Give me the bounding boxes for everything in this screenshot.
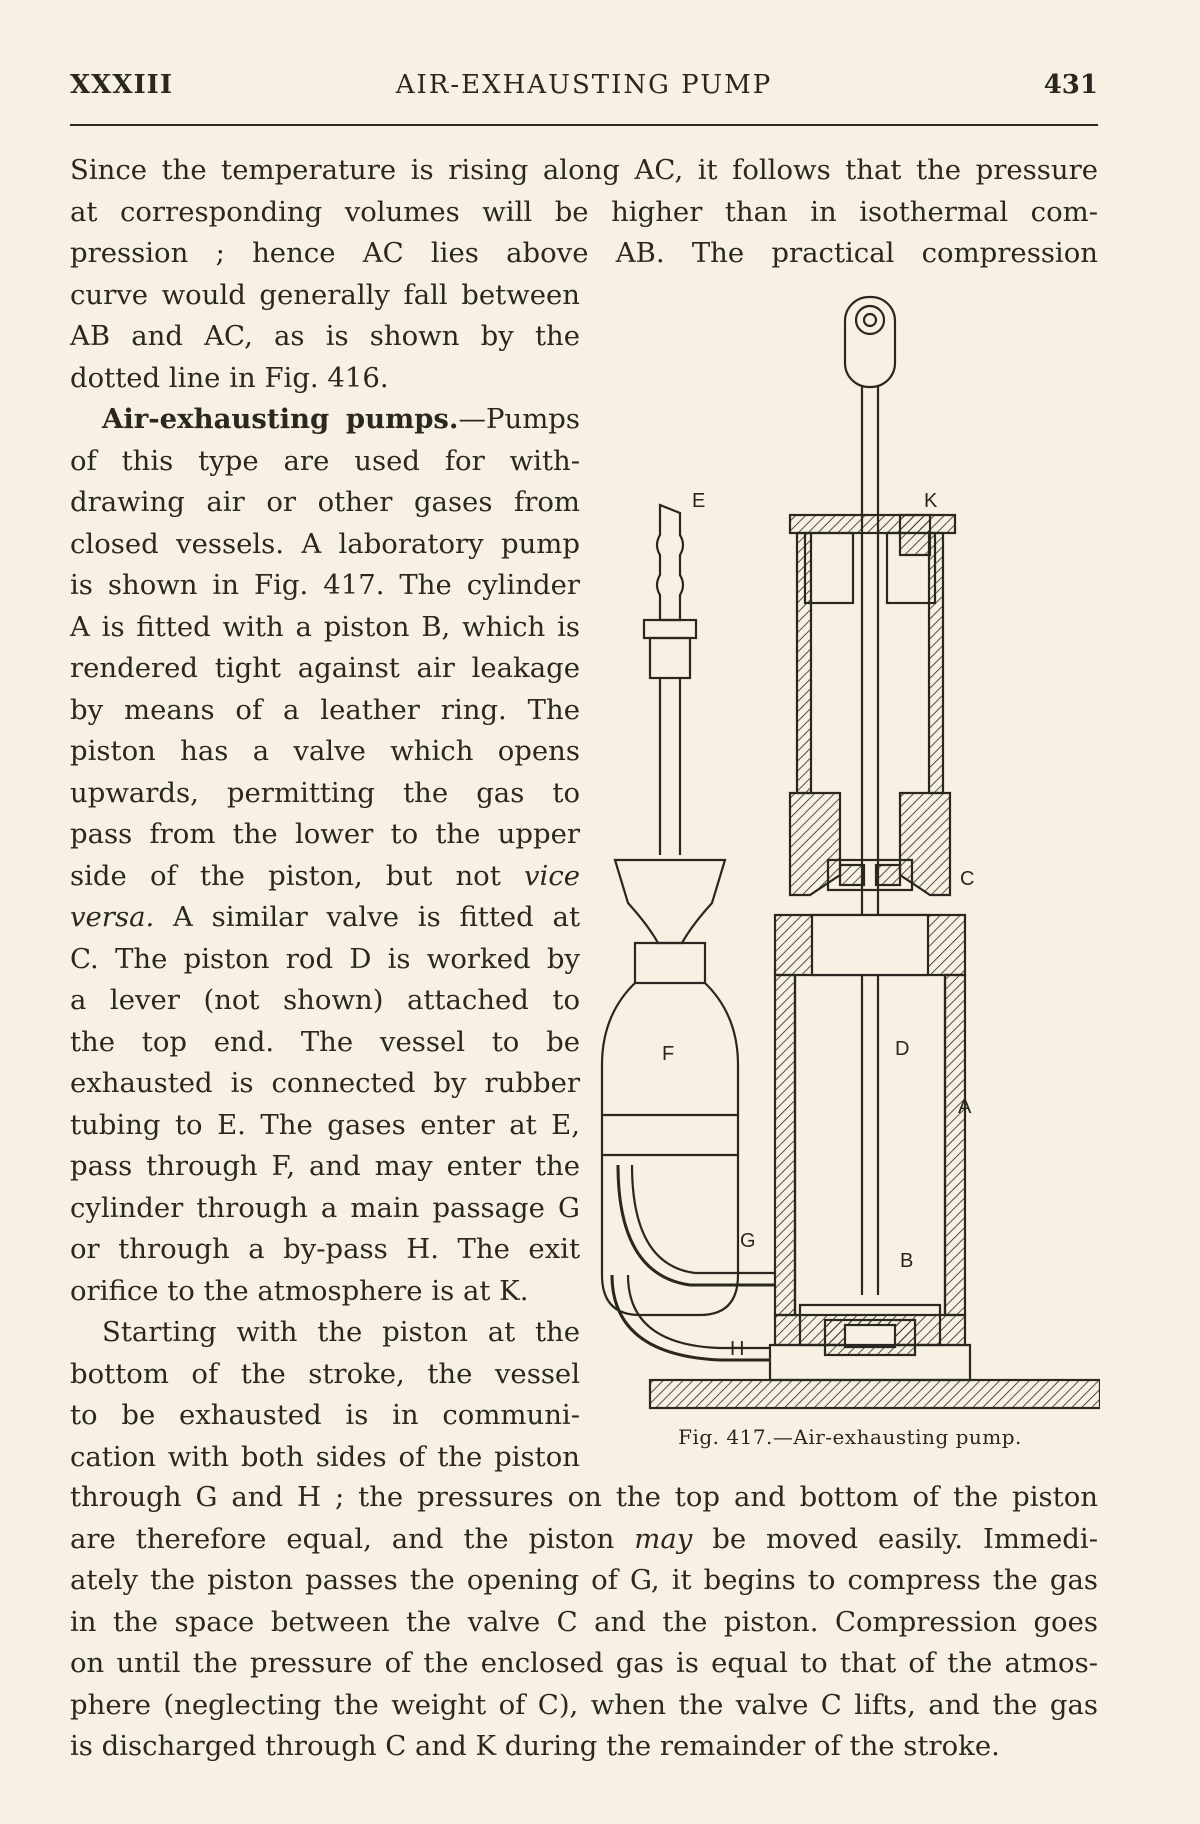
narrow-column (70, 275, 580, 1479)
text-line: or through a by-pass H. The exit (70, 1233, 580, 1265)
text-line: upwards, permitting the gas to (70, 776, 580, 809)
label-f: F (662, 1043, 675, 1065)
text-line: through G and H ; the pressures on the top and bottom of the piston (70, 1481, 1098, 1513)
running-title: AIR-EXHAUSTING PUMP (395, 70, 773, 100)
valve-c-housing (790, 793, 840, 895)
running-header (70, 70, 1098, 110)
label-h: H (730, 1338, 745, 1360)
label-e: E (692, 490, 706, 512)
text-line: ately the piston passes the opening of G, it begins to compress the gas (70, 1564, 1098, 1596)
text-line: pression ; hence AC lies above AB. The practical compression (70, 237, 1098, 269)
cylinder-a-wall (775, 975, 795, 1315)
text-line: cylinder through a main passage G (70, 1191, 580, 1224)
text-line: Starting with the piston at the (102, 1316, 580, 1348)
text-line: by means of a leather ring. The (70, 693, 580, 726)
inlet-e (657, 505, 683, 620)
air-pump-figure (600, 275, 1100, 1415)
text-line: to be exhausted is in communi- (70, 1399, 580, 1431)
text-line: piston has a valve which opens (70, 735, 580, 767)
text-line: is discharged through C and K during the remainder of the stroke. (70, 1730, 1000, 1762)
text-line: phere (neglecting the weight of C), when the valve C lifts, and the gas (70, 1688, 1098, 1721)
text-line: dotted line in Fig. 416. (70, 361, 389, 394)
page-number: 431 (1043, 70, 1098, 100)
text-line: orifice to the atmosphere is at K. (70, 1274, 529, 1307)
base-plate (650, 1380, 1100, 1408)
text-line: of this type are used for with- (70, 444, 580, 477)
text-line: C. The piston rod D is worked by (70, 942, 580, 975)
label-g: G (740, 1230, 756, 1252)
section-heading-line: Air-exhausting pumps.—Pumps (102, 403, 580, 435)
intro-paragraph (70, 150, 1098, 275)
text-line: the top end. The vessel to be (70, 1025, 580, 1058)
text-line: a lever (not shown) attached to (70, 984, 580, 1016)
closing-paragraph (70, 1477, 1098, 1768)
label-b: B (900, 1250, 914, 1272)
text-line: A is fitted with a piston B, which is (70, 610, 580, 643)
text-line: tubing to E. The gases enter at E, (70, 1108, 580, 1141)
text-line: cation with both sides of the piston (70, 1440, 580, 1473)
header-rule (70, 124, 1098, 126)
section-heading: Air-exhausting pumps. (102, 403, 459, 435)
text-line: closed vessels. A laboratory pump (70, 527, 580, 560)
text-line: exhausted is connected by rubber (70, 1067, 580, 1099)
label-c: C (960, 868, 975, 890)
text-line: drawing air or other gases from (70, 486, 580, 518)
text-line: rendered tight against air leakage (70, 652, 580, 684)
text-line: pass from the lower to the upper (70, 818, 580, 850)
label-a: A (958, 1096, 972, 1118)
text-line: is shown in Fig. 417. The cylinder (70, 569, 580, 601)
text-line: on until the pressure of the enclosed gas is equal to that of the atmos- (70, 1647, 1098, 1679)
text-line: Since the temperature is rising along AC, it follows that the pressure (70, 154, 1098, 186)
label-k: K (924, 490, 938, 512)
vessel-f-cup (615, 860, 725, 943)
text-line: curve would generally fall between (70, 278, 580, 311)
rod-eye (845, 297, 895, 387)
text-line: at corresponding volumes will be higher than in isothermal com- (70, 195, 1098, 228)
text-line: bottom of the stroke, the vessel (70, 1357, 580, 1390)
text-line: are therefore equal, and the piston may be moved easily. Immedi- (70, 1522, 1098, 1555)
text-line: AB and AC, as is shown by the (70, 320, 580, 352)
figure-caption: Fig. 417.—Air-exhausting pump. (678, 1425, 1022, 1449)
text-line: versa. A similar valve is fitted at (70, 901, 580, 933)
label-d: D (895, 1038, 910, 1060)
text-line: pass through F, and may enter the (70, 1150, 580, 1182)
text-line: side of the piston, but not vice (70, 859, 580, 892)
chapter-number: XXXIII (70, 70, 174, 100)
text-line: in the space between the valve C and the piston. Compression goes (70, 1605, 1098, 1638)
